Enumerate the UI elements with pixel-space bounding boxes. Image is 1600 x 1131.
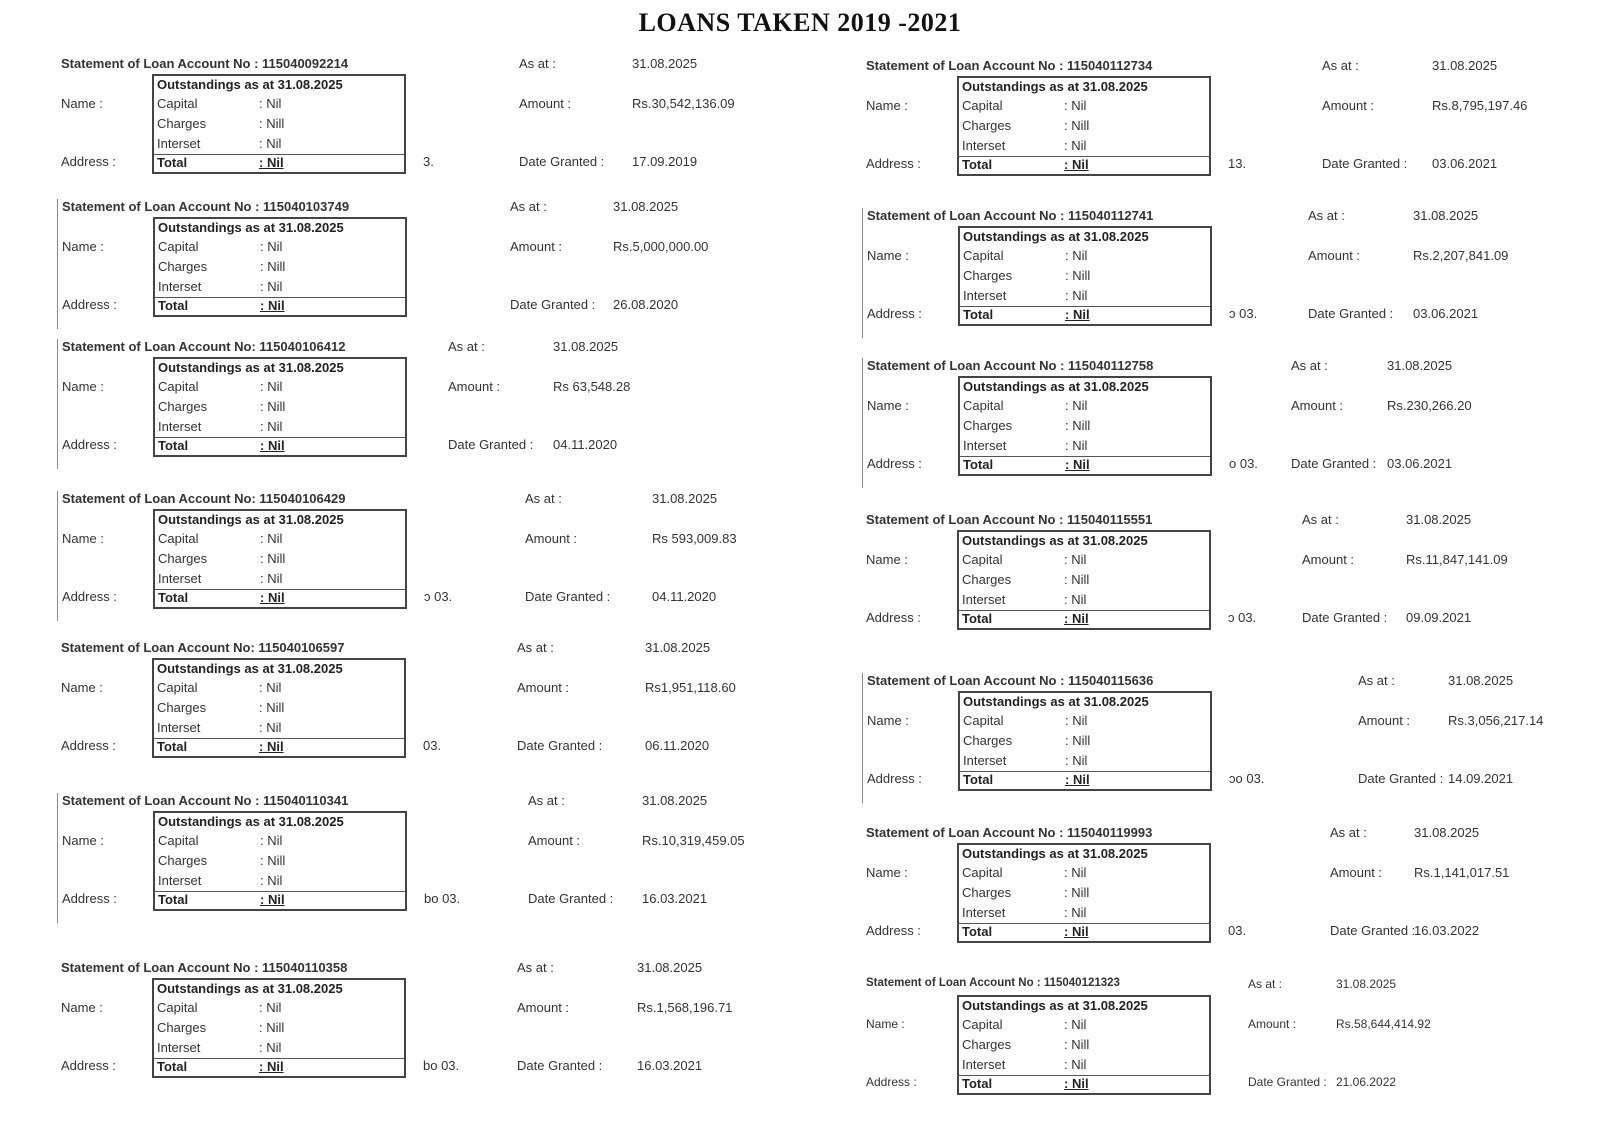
capital-label: Capital <box>157 1000 198 1015</box>
total-label: Total <box>962 611 993 626</box>
name-label: Name : <box>62 531 104 546</box>
total-value: : Nil <box>1064 157 1089 172</box>
charges-label: Charges <box>962 1037 1012 1052</box>
interest-value: : Nil <box>1065 288 1088 303</box>
charges-label: Charges <box>158 853 208 868</box>
total-value: : Nil <box>1065 457 1090 472</box>
date-granted-label: Date Granted : <box>528 891 614 906</box>
amount-label: Amount : <box>528 833 581 848</box>
amount-label: Amount : <box>517 680 570 695</box>
name-label: Name : <box>62 833 104 848</box>
address-fragment: bo 03. <box>423 1058 460 1073</box>
total-label: Total <box>158 298 189 313</box>
charges-label: Charges <box>157 116 207 131</box>
as-at-value: 31.08.2025 <box>1414 825 1480 840</box>
date-granted-value: 14.09.2021 <box>1448 771 1514 786</box>
capital-label: Capital <box>158 833 199 848</box>
outstandings-title: Outstandings as at 31.08.2025 <box>158 220 344 235</box>
capital-label: Capital <box>962 865 1003 880</box>
charges-label: Charges <box>963 733 1013 748</box>
amount-value: Rs 63,548.28 <box>553 379 631 394</box>
total-label: Total <box>962 1076 993 1091</box>
capital-value: : Nil <box>1065 248 1088 263</box>
interest-value: : Nil <box>259 720 282 735</box>
name-label: Name : <box>867 713 909 728</box>
name-label: Name : <box>866 98 908 113</box>
interest-value: : Nil <box>260 873 283 888</box>
outstandings-box <box>957 76 1211 176</box>
as-at-label: As at : <box>1302 512 1339 527</box>
as-at-label: As at : <box>510 199 547 214</box>
interest-label: Interset <box>963 753 1007 768</box>
outstandings-title: Outstandings as at 31.08.2025 <box>963 379 1149 394</box>
amount-label: Amount : <box>1358 713 1411 728</box>
statement-heading: Statement of Loan Account No : 115040112741 <box>867 208 1154 223</box>
charges-label: Charges <box>158 399 208 414</box>
outstandings-box <box>153 357 407 457</box>
address-label: Address : <box>867 456 922 471</box>
outstandings-title: Outstandings as at 31.08.2025 <box>962 846 1148 861</box>
outstandings-box <box>152 74 406 174</box>
interest-value: : Nil <box>1064 138 1087 153</box>
charges-value: : Nill <box>1064 885 1090 900</box>
amount-value: Rs.1,568,196.71 <box>637 1000 733 1015</box>
total-value: : Nil <box>260 590 285 605</box>
charges-label: Charges <box>962 572 1012 587</box>
capital-value: : Nil <box>1064 98 1087 113</box>
capital-label: Capital <box>158 239 199 254</box>
outstandings-title: Outstandings as at 31.08.2025 <box>962 998 1148 1013</box>
address-label: Address : <box>866 1075 917 1089</box>
as-at-value: 31.08.2025 <box>642 793 708 808</box>
amount-value: Rs.1,141,017.51 <box>1414 865 1510 880</box>
amount-value: Rs.58,644,414.92 <box>1336 1017 1431 1031</box>
capital-label: Capital <box>962 98 1003 113</box>
as-at-label: As at : <box>1248 977 1283 991</box>
address-fragment: ɔo 03. <box>1229 771 1265 786</box>
date-granted-value: 03.06.2021 <box>1413 306 1479 321</box>
interest-label: Interset <box>962 592 1006 607</box>
statement-heading: Statement of Loan Account No : 115040110358 <box>61 960 348 975</box>
as-at-label: As at : <box>519 56 556 71</box>
capital-value: : Nil <box>260 379 283 394</box>
capital-value: : Nil <box>259 1000 282 1015</box>
as-at-value: 31.08.2025 <box>553 339 619 354</box>
outstandings-title: Outstandings as at 31.08.2025 <box>963 229 1149 244</box>
name-label: Name : <box>62 239 104 254</box>
outstandings-box <box>153 811 407 911</box>
statement-heading: Statement of Loan Account No: 115040106597 <box>61 640 345 655</box>
as-at-value: 31.08.2025 <box>645 640 711 655</box>
interest-label: Interset <box>158 419 202 434</box>
interest-value: : Nil <box>259 1040 282 1055</box>
total-label: Total <box>963 307 994 322</box>
address-label: Address : <box>62 437 117 452</box>
amount-label: Amount : <box>1302 552 1355 567</box>
interest-label: Interset <box>963 288 1007 303</box>
charges-label: Charges <box>158 551 208 566</box>
date-granted-value: 16.03.2022 <box>1414 923 1480 938</box>
date-granted-value: 03.06.2021 <box>1387 456 1453 471</box>
total-value: : Nil <box>1064 924 1089 939</box>
date-granted-value: 21.06.2022 <box>1336 1075 1397 1089</box>
as-at-value: 31.08.2025 <box>1432 58 1498 73</box>
total-value: : Nil <box>260 892 285 907</box>
amount-label: Amount : <box>1291 398 1344 413</box>
address-label: Address : <box>62 589 117 604</box>
charges-value: : Nill <box>1064 1037 1090 1052</box>
statement-heading: Statement of Loan Account No : 115040121323 <box>866 977 1120 989</box>
charges-label: Charges <box>962 118 1012 133</box>
address-label: Address : <box>62 297 117 312</box>
amount-value: Rs.8,795,197.46 <box>1432 98 1528 113</box>
address-label: Address : <box>62 891 117 906</box>
date-granted-value: 03.06.2021 <box>1432 156 1498 171</box>
charges-label: Charges <box>157 1020 207 1035</box>
address-fragment: 13. <box>1228 156 1247 171</box>
date-granted-label: Date Granted : <box>517 1058 603 1073</box>
total-value: : Nil <box>260 438 285 453</box>
total-label: Total <box>157 739 188 754</box>
date-granted-label: Date Granted : <box>1248 1075 1327 1089</box>
outstandings-box <box>153 217 407 317</box>
interest-label: Interset <box>963 438 1007 453</box>
amount-label: Amount : <box>525 531 578 546</box>
as-at-label: As at : <box>525 491 562 506</box>
charges-value: : Nill <box>259 700 285 715</box>
capital-value: : Nil <box>1064 1017 1087 1032</box>
capital-label: Capital <box>962 552 1003 567</box>
loan-statement-card <box>862 358 1472 488</box>
outstandings-title: Outstandings as at 31.08.2025 <box>157 77 343 92</box>
outstandings-box <box>957 995 1211 1095</box>
as-at-label: As at : <box>1291 358 1328 373</box>
capital-value: : Nil <box>260 833 283 848</box>
capital-value: : Nil <box>260 239 283 254</box>
total-value: : Nil <box>260 298 285 313</box>
statement-heading: Statement of Loan Account No : 115040092214 <box>61 56 349 71</box>
address-label: Address : <box>867 771 922 786</box>
capital-label: Capital <box>157 680 198 695</box>
charges-label: Charges <box>157 700 207 715</box>
address-fragment: ɔ 03. <box>1229 306 1258 321</box>
interest-label: Interset <box>962 1057 1006 1072</box>
loan-statement-card <box>57 339 631 469</box>
amount-value: Rs.230,266.20 <box>1387 398 1472 413</box>
total-value: : Nil <box>259 1059 284 1074</box>
charges-value: : Nill <box>1065 268 1091 283</box>
amount-label: Amount : <box>1330 865 1383 880</box>
as-at-label: As at : <box>448 339 485 354</box>
interest-value: : Nil <box>260 419 283 434</box>
page-title: LOANS TAKEN 2019 -2021 <box>638 8 962 37</box>
interest-value: : Nil <box>1065 438 1088 453</box>
capital-label: Capital <box>962 1017 1003 1032</box>
amount-label: Amount : <box>510 239 563 254</box>
as-at-label: As at : <box>1322 58 1359 73</box>
amount-value: Rs.30,542,136.09 <box>632 96 735 111</box>
statement-heading: Statement of Loan Account No: 115040106429 <box>62 491 346 506</box>
statement-heading: Statement of Loan Account No : 115040119993 <box>866 825 1153 840</box>
date-granted-value: 04.11.2020 <box>652 589 717 604</box>
loan-statement-card <box>862 208 1509 338</box>
total-value: : Nil <box>259 739 284 754</box>
interest-label: Interset <box>157 136 201 151</box>
as-at-value: 31.08.2025 <box>1387 358 1453 373</box>
total-label: Total <box>158 438 189 453</box>
address-fragment: o 03. <box>1229 456 1258 471</box>
total-label: Total <box>962 924 993 939</box>
charges-value: : Nill <box>1064 118 1090 133</box>
interest-label: Interset <box>158 571 202 586</box>
name-label: Name : <box>867 398 909 413</box>
interest-value: : Nil <box>260 571 283 586</box>
outstandings-title: Outstandings as at 31.08.2025 <box>157 661 343 676</box>
interest-label: Interset <box>158 873 202 888</box>
capital-label: Capital <box>963 398 1004 413</box>
name-label: Name : <box>866 552 908 567</box>
address-fragment: ɔ 03. <box>1228 610 1257 625</box>
amount-value: Rs.11,847,141.09 <box>1406 552 1508 567</box>
charges-label: Charges <box>962 885 1012 900</box>
address-label: Address : <box>866 923 921 938</box>
address-fragment: ɔ 03. <box>424 589 453 604</box>
date-granted-value: 26.08.2020 <box>613 297 679 312</box>
address-label: Address : <box>867 306 922 321</box>
date-granted-label: Date Granted : <box>1291 456 1377 471</box>
as-at-label: As at : <box>517 640 554 655</box>
charges-label: Charges <box>158 259 208 274</box>
total-label: Total <box>157 155 188 170</box>
capital-value: : Nil <box>1064 552 1087 567</box>
date-granted-label: Date Granted : <box>1322 156 1408 171</box>
total-value: : Nil <box>1064 611 1089 626</box>
interest-value: : Nil <box>1064 592 1087 607</box>
as-at-label: As at : <box>1358 673 1395 688</box>
amount-label: Amount : <box>517 1000 570 1015</box>
address-label: Address : <box>61 1058 116 1073</box>
capital-label: Capital <box>157 96 198 111</box>
amount-label: Amount : <box>1248 1017 1297 1031</box>
date-granted-value: 04.11.2020 <box>553 437 618 452</box>
total-value: : Nil <box>1065 307 1090 322</box>
capital-value: : Nil <box>1064 865 1087 880</box>
outstandings-title: Outstandings as at 31.08.2025 <box>157 981 343 996</box>
as-at-value: 31.08.2025 <box>632 56 698 71</box>
interest-value: : Nil <box>260 279 283 294</box>
amount-label: Amount : <box>519 96 572 111</box>
outstandings-box <box>152 978 406 1078</box>
outstandings-title: Outstandings as at 31.08.2025 <box>158 360 344 375</box>
address-label: Address : <box>866 610 921 625</box>
loan-statement-card <box>57 491 737 621</box>
date-granted-value: 16.03.2021 <box>637 1058 703 1073</box>
name-label: Name : <box>61 680 103 695</box>
interest-value: : Nil <box>1064 905 1087 920</box>
charges-value: : Nill <box>260 853 286 868</box>
loan-statement-card <box>57 199 709 329</box>
outstandings-title: Outstandings as at 31.08.2025 <box>963 694 1149 709</box>
date-granted-value: 16.03.2021 <box>642 891 708 906</box>
date-granted-label: Date Granted : <box>510 297 596 312</box>
outstandings-box <box>957 530 1211 630</box>
amount-label: Amount : <box>1308 248 1361 263</box>
outstandings-title: Outstandings as at 31.08.2025 <box>962 533 1148 548</box>
amount-value: Rs.10,319,459.05 <box>642 833 745 848</box>
statement-heading: Statement of Loan Account No : 115040112758 <box>867 358 1154 373</box>
as-at-label: As at : <box>517 960 554 975</box>
as-at-value: 31.08.2025 <box>1406 512 1472 527</box>
as-at-value: 31.08.2025 <box>652 491 718 506</box>
outstandings-title: Outstandings as at 31.08.2025 <box>158 814 344 829</box>
charges-value: : Nill <box>260 259 286 274</box>
outstandings-box <box>958 376 1212 476</box>
name-label: Name : <box>867 248 909 263</box>
total-label: Total <box>158 590 189 605</box>
interest-value: : Nil <box>259 136 282 151</box>
as-at-value: 31.08.2025 <box>1336 977 1397 991</box>
interest-label: Interset <box>157 1040 201 1055</box>
total-label: Total <box>158 892 189 907</box>
as-at-value: 31.08.2025 <box>1413 208 1479 223</box>
capital-value: : Nil <box>260 531 283 546</box>
date-granted-label: Date Granted : <box>519 154 605 169</box>
charges-value: : Nill <box>260 551 286 566</box>
amount-label: Amount : <box>448 379 501 394</box>
interest-label: Interset <box>962 138 1006 153</box>
as-at-label: As at : <box>1330 825 1367 840</box>
address-fragment: 03. <box>1228 923 1247 938</box>
total-label: Total <box>963 457 994 472</box>
interest-label: Interset <box>158 279 202 294</box>
charges-value: : Nill <box>259 1020 285 1035</box>
date-granted-value: 06.11.2020 <box>645 738 710 753</box>
capital-label: Capital <box>963 248 1004 263</box>
total-value: : Nil <box>259 155 284 170</box>
date-granted-label: Date Granted : <box>517 738 603 753</box>
date-granted-label: Date Granted : <box>1358 771 1444 786</box>
capital-value: : Nil <box>1065 713 1088 728</box>
name-label: Name : <box>866 1017 905 1031</box>
date-granted-label: Date Granted : <box>1302 610 1388 625</box>
date-granted-label: Date Granted : <box>448 437 534 452</box>
outstandings-box <box>957 843 1211 943</box>
outstandings-box <box>958 691 1212 791</box>
amount-value: Rs.2,207,841.09 <box>1413 248 1509 263</box>
statement-heading: Statement of Loan Account No : 115040110341 <box>62 793 349 808</box>
statement-heading: Statement of Loan Account No : 115040112734 <box>866 58 1153 73</box>
interest-value: : Nil <box>1065 753 1088 768</box>
capital-label: Capital <box>963 713 1004 728</box>
capital-value: : Nil <box>259 680 282 695</box>
date-granted-label: Date Granted : <box>525 589 611 604</box>
outstandings-box <box>958 226 1212 326</box>
loan-statement-card <box>57 793 745 923</box>
date-granted-label: Date Granted : <box>1308 306 1394 321</box>
total-label: Total <box>157 1059 188 1074</box>
charges-value: : Nill <box>1065 733 1091 748</box>
amount-label: Amount : <box>1322 98 1375 113</box>
capital-value: : Nil <box>1065 398 1088 413</box>
address-label: Address : <box>866 156 921 171</box>
as-at-value: 31.08.2025 <box>1448 673 1514 688</box>
statement-heading: Statement of Loan Account No : 115040103749 <box>62 199 350 214</box>
address-label: Address : <box>61 738 116 753</box>
name-label: Name : <box>866 865 908 880</box>
total-value: : Nil <box>1065 772 1090 787</box>
amount-value: Rs1,951,118.60 <box>645 680 736 695</box>
total-label: Total <box>963 772 994 787</box>
charges-label: Charges <box>963 418 1013 433</box>
amount-value: Rs.5,000,000.00 <box>613 239 709 254</box>
total-value: : Nil <box>1064 1076 1089 1091</box>
address-fragment: bo 03. <box>424 891 461 906</box>
loan-statement-card <box>862 673 1544 803</box>
charges-value: : Nill <box>1064 572 1090 587</box>
name-label: Name : <box>62 379 104 394</box>
as-at-label: As at : <box>1308 208 1345 223</box>
statement-heading: Statement of Loan Account No : 115040115551 <box>866 512 1153 527</box>
charges-value: : Nill <box>1065 418 1091 433</box>
outstandings-box <box>153 509 407 609</box>
interest-value: : Nil <box>1064 1057 1087 1072</box>
interest-label: Interset <box>962 905 1006 920</box>
interest-label: Interset <box>157 720 201 735</box>
amount-value: Rs.3,056,217.14 <box>1448 713 1544 728</box>
amount-value: Rs 593,009.83 <box>652 531 737 546</box>
capital-label: Capital <box>158 531 199 546</box>
name-label: Name : <box>61 96 103 111</box>
statement-heading: Statement of Loan Account No: 115040106412 <box>62 339 346 354</box>
as-at-label: As at : <box>528 793 565 808</box>
outstandings-box <box>152 658 406 758</box>
charges-value: : Nill <box>260 399 286 414</box>
address-fragment: 03. <box>423 738 442 753</box>
charges-value: : Nill <box>259 116 285 131</box>
capital-label: Capital <box>158 379 199 394</box>
date-granted-value: 09.09.2021 <box>1406 610 1472 625</box>
address-fragment: 3. <box>423 154 434 169</box>
as-at-value: 31.08.2025 <box>637 960 703 975</box>
outstandings-title: Outstandings as at 31.08.2025 <box>962 79 1148 94</box>
address-label: Address : <box>61 154 116 169</box>
as-at-value: 31.08.2025 <box>613 199 679 214</box>
date-granted-value: 17.09.2019 <box>632 154 698 169</box>
outstandings-title: Outstandings as at 31.08.2025 <box>158 512 344 527</box>
charges-label: Charges <box>963 268 1013 283</box>
date-granted-label: Date Granted : <box>1330 923 1416 938</box>
statement-heading: Statement of Loan Account No : 115040115636 <box>867 673 1154 688</box>
total-label: Total <box>962 157 993 172</box>
capital-value: : Nil <box>259 96 282 111</box>
name-label: Name : <box>61 1000 103 1015</box>
